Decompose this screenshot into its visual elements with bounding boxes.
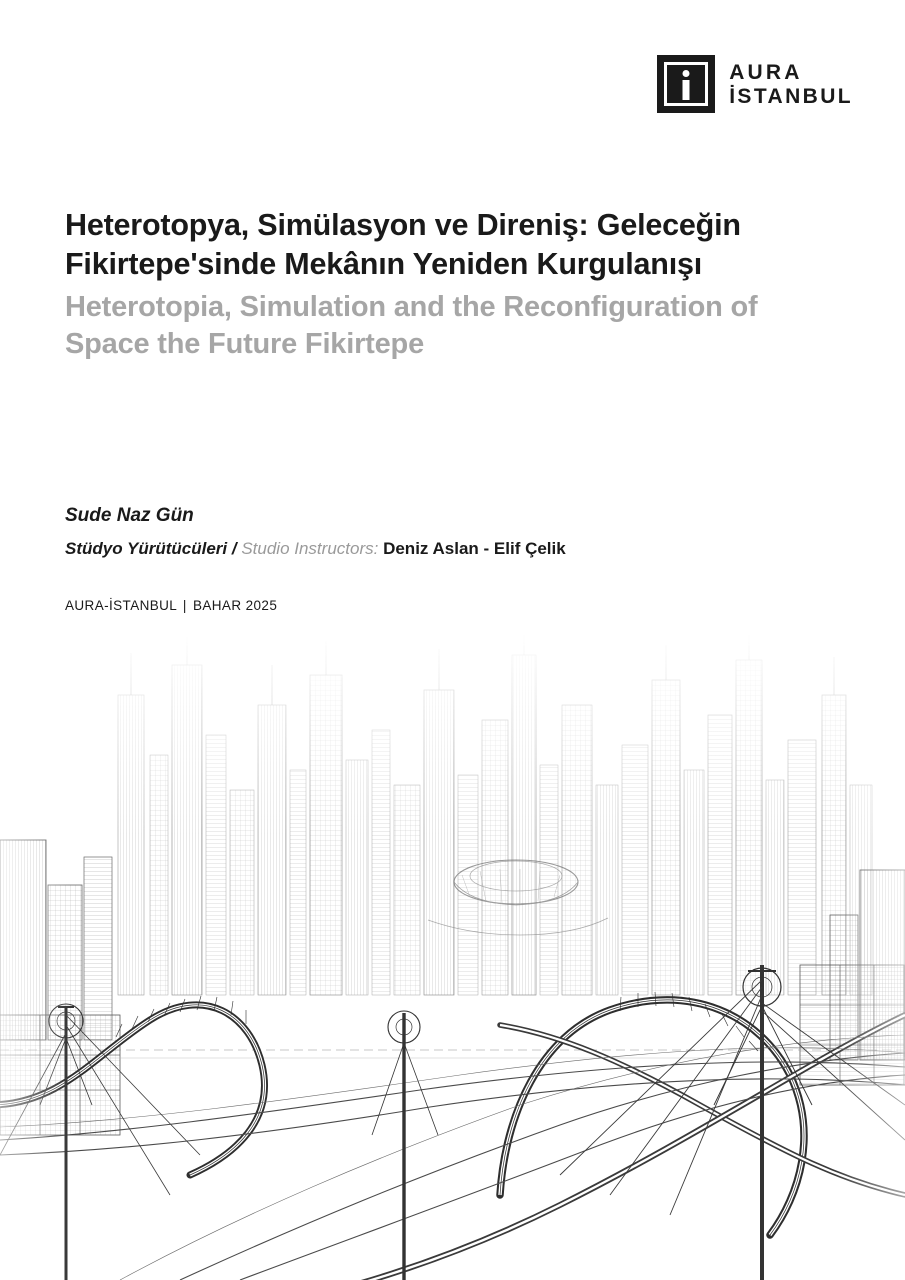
logo-line-aura: AURA <box>729 60 803 84</box>
logo-stem-shape <box>683 80 690 100</box>
author-name: Sude Naz Gün <box>65 505 194 526</box>
title-english: Heterotopia, Simulation and the Reconfiguration of Space the Future Fikirtepe <box>65 291 758 361</box>
issue-term: BAHAR 2025 <box>192 598 278 613</box>
future-fikirtepe-line-drawing <box>0 635 905 1280</box>
logo-wordmark <box>729 62 853 107</box>
issue-line <box>65 598 277 613</box>
title-turkish: Heterotopya, Simülasyon ve Direniş: Geleceğin Fikirtepe'sinde Mekânın Yeniden Kurgulanışı <box>65 208 741 281</box>
illustration-svg <box>0 635 905 1280</box>
issue-separator: | <box>182 598 187 613</box>
issue-institution: AURA-İSTANBUL <box>65 598 177 613</box>
instructors-label-turkish: Stüdyo Yürütücüleri / <box>65 539 237 558</box>
aura-istanbul-logo <box>657 55 853 113</box>
aura-istanbul-logo-icon <box>657 55 715 113</box>
instructors-label-english: Studio Instructors: <box>241 539 379 558</box>
page-title <box>65 206 805 363</box>
instructors-names: Deniz Aslan - Elif Çelik <box>383 539 566 558</box>
instructors-line <box>65 539 825 559</box>
skyline-far <box>0 635 905 995</box>
credits-block <box>65 505 825 559</box>
logo-dot-shape <box>683 70 690 77</box>
logo-line-istanbul: İSTANBUL <box>729 84 853 108</box>
